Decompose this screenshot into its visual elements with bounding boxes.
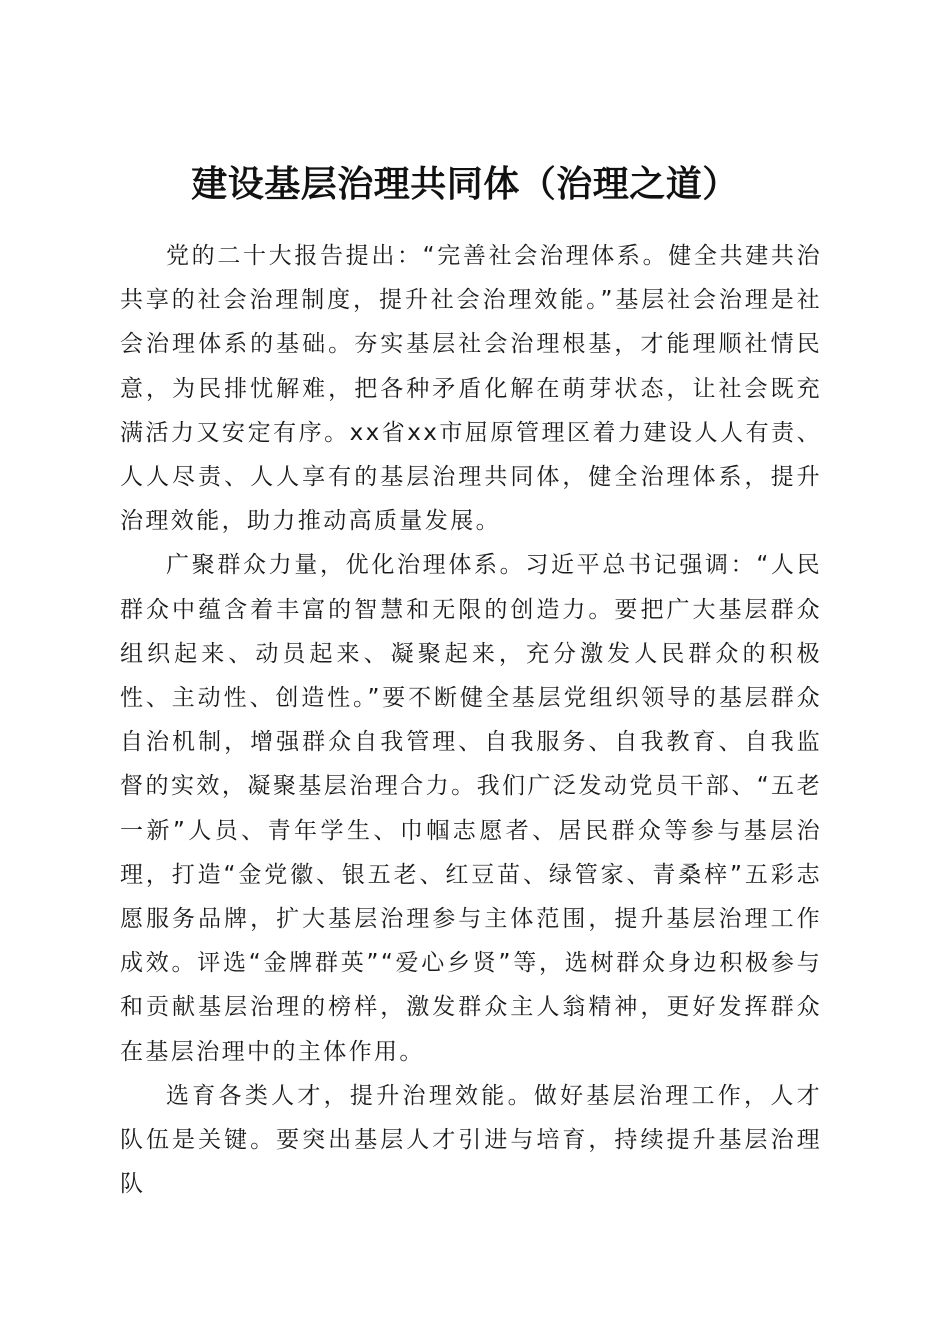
paragraph-3: 选育各类人才，提升治理效能。做好基层治理工作，人才队伍是关键。要突出基层人才引进与培育，持续提升基层治理队: [120, 1082, 822, 1198]
document-title: 建设基层治理共同体（治理之道）: [191, 163, 739, 206]
paragraph-1: 党的二十大报告提出：“完善社会治理体系。健全共建共治共享的社会治理制度，提升社会治理效能。”基层社会治理是社会治理体系的基础。夯实基层社会治理根基，才能理顺社情民意，为民排忧解难，把各种矛盾化解在萌芽状态，让社会既充满活力又安定有序。xx省xx市屈原管理区着力建设人人有责、人人尽责、人人享有的基层治理共同体，健全治理体系，提升治理效能，助力推动高质量发展。: [120, 243, 822, 535]
document-body: [120, 234, 822, 1206]
paragraph-2: 广聚群众力量，优化治理体系。习近平总书记强调：“人民群众中蕴含着丰富的智慧和无限的创造力。要把广大基层群众组织起来、动员起来、凝聚起来，充分激发人民群众的积极性、主动性、创造性。”要不断健全基层党组织领导的基层群众自治机制，增强群众自我管理、自我服务、自我教育、自我监督的实效，凝聚基层治理合力。我们广泛发动党员干部、“五老一新”人员、青年学生、巾帼志愿者、居民群众等参与基层治理，打造“金党徽、银五老、红豆苗、绿管家、青桑梓”五彩志愿服务品牌，扩大基层治理参与主体范围，提升基层治理工作成效。评选“金牌群英”“爱心乡贤”等，选树群众身边积极参与和贡献基层治理的榜样，激发群众主人翁精神，更好发挥群众在基层治理中的主体作用。: [120, 552, 822, 1065]
